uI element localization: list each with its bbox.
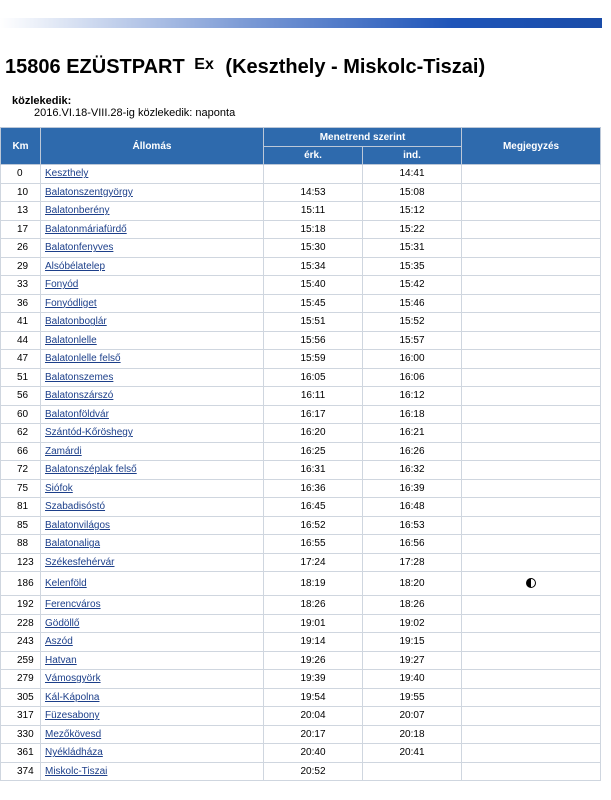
station-cell — [41, 202, 264, 221]
arrival-cell: 18:26 — [264, 596, 363, 615]
station-cell — [41, 614, 264, 633]
station-link[interactable]: Aszód — [45, 636, 73, 648]
remarks-cell — [462, 257, 601, 276]
station-link[interactable]: Balatonboglár — [45, 316, 107, 328]
km-cell: 192 — [1, 596, 41, 615]
train-number: 15806 — [5, 56, 61, 78]
station-cell — [41, 516, 264, 535]
km-cell: 44 — [1, 331, 41, 350]
km-cell: 29 — [1, 257, 41, 276]
km-cell: 13 — [1, 202, 41, 221]
table-row — [1, 762, 601, 781]
table-row — [1, 165, 601, 184]
station-cell — [41, 294, 264, 313]
departure-cell: 20:18 — [363, 725, 462, 744]
arrival-cell: 19:54 — [264, 688, 363, 707]
timetable — [0, 127, 601, 781]
remarks-cell — [462, 479, 601, 498]
station-link[interactable]: Füzesabony — [45, 710, 100, 722]
km-cell: 123 — [1, 553, 41, 572]
half-filled-circle-icon — [526, 578, 536, 588]
departure-cell: 18:26 — [363, 596, 462, 615]
arrival-cell: 16:31 — [264, 461, 363, 480]
station-cell — [41, 220, 264, 239]
remarks-cell — [462, 313, 601, 332]
departure-cell: 16:53 — [363, 516, 462, 535]
station-cell — [41, 670, 264, 689]
station-link[interactable]: Balatonberény — [45, 205, 110, 217]
remarks-cell — [462, 572, 601, 596]
departure-cell: 16:39 — [363, 479, 462, 498]
km-cell: 85 — [1, 516, 41, 535]
remarks-cell — [462, 707, 601, 726]
station-link[interactable]: Hatvan — [45, 654, 77, 666]
column-header-arrival: érk. — [264, 147, 363, 165]
departure-cell: 19:27 — [363, 651, 462, 670]
km-cell: 317 — [1, 707, 41, 726]
km-cell: 62 — [1, 424, 41, 443]
station-link[interactable]: Gödöllő — [45, 617, 80, 629]
remarks-cell — [462, 762, 601, 781]
station-cell — [41, 744, 264, 763]
table-row — [1, 257, 601, 276]
station-cell — [41, 688, 264, 707]
arrival-cell: 15:34 — [264, 257, 363, 276]
station-link[interactable]: Miskolc-Tiszai — [45, 765, 108, 777]
column-header-station: Állomás — [41, 128, 264, 165]
station-cell — [41, 479, 264, 498]
station-cell — [41, 762, 264, 781]
remarks-cell — [462, 596, 601, 615]
station-link[interactable]: Fonyód — [45, 279, 79, 291]
arrival-cell: 15:18 — [264, 220, 363, 239]
remarks-cell — [462, 516, 601, 535]
table-row — [1, 331, 601, 350]
arrival-cell: 16:52 — [264, 516, 363, 535]
table-row — [1, 633, 601, 652]
km-cell: 60 — [1, 405, 41, 424]
table-row — [1, 387, 601, 406]
station-link[interactable]: Balatonvilágos — [45, 519, 111, 531]
station-link[interactable]: Szántód-Kőröshegy — [45, 427, 133, 439]
departure-cell: 16:12 — [363, 387, 462, 406]
column-header-km: Km — [1, 128, 41, 165]
departure-cell: 16:00 — [363, 350, 462, 369]
arrival-cell: 20:40 — [264, 744, 363, 763]
departure-cell: 15:12 — [363, 202, 462, 221]
km-cell: 305 — [1, 688, 41, 707]
arrival-cell: 15:59 — [264, 350, 363, 369]
table-row — [1, 461, 601, 480]
remarks-cell — [462, 614, 601, 633]
departure-cell: 16:18 — [363, 405, 462, 424]
arrival-cell: 19:01 — [264, 614, 363, 633]
station-link[interactable]: Székesfehérvár — [45, 556, 115, 568]
remarks-cell — [462, 725, 601, 744]
station-link[interactable]: Balatonszemes — [45, 371, 114, 383]
departure-cell: 19:40 — [363, 670, 462, 689]
arrival-cell: 15:51 — [264, 313, 363, 332]
table-row — [1, 405, 601, 424]
km-cell: 228 — [1, 614, 41, 633]
station-cell — [41, 276, 264, 295]
km-cell: 259 — [1, 651, 41, 670]
remarks-cell — [462, 183, 601, 202]
station-cell — [41, 442, 264, 461]
arrival-cell: 15:40 — [264, 276, 363, 295]
station-cell — [41, 405, 264, 424]
remarks-cell — [462, 387, 601, 406]
table-row — [1, 535, 601, 554]
remarks-cell — [462, 553, 601, 572]
table-row — [1, 368, 601, 387]
station-cell — [41, 387, 264, 406]
table-row — [1, 670, 601, 689]
remarks-cell — [462, 744, 601, 763]
departure-cell: 16:48 — [363, 498, 462, 517]
station-cell — [41, 239, 264, 258]
timetable-body — [1, 165, 601, 781]
remarks-cell — [462, 239, 601, 258]
table-row — [1, 479, 601, 498]
remarks-cell — [462, 165, 601, 184]
operation-value: 2016.VI.18-VIII.28-ig közlekedik: naponta — [34, 107, 236, 119]
train-category: Ex — [194, 56, 214, 73]
train-name: EZÜSTPART — [66, 56, 185, 78]
km-cell: 374 — [1, 762, 41, 781]
arrival-cell: 16:20 — [264, 424, 363, 443]
column-header-timetable: Menetrend szerint — [264, 128, 462, 147]
km-cell: 81 — [1, 498, 41, 517]
km-cell: 0 — [1, 165, 41, 184]
remarks-cell — [462, 331, 601, 350]
km-cell: 17 — [1, 220, 41, 239]
page-title — [5, 56, 485, 79]
arrival-cell: 20:17 — [264, 725, 363, 744]
table-row — [1, 688, 601, 707]
km-cell: 330 — [1, 725, 41, 744]
arrival-cell: 16:05 — [264, 368, 363, 387]
table-row — [1, 707, 601, 726]
arrival-cell: 15:11 — [264, 202, 363, 221]
table-row — [1, 276, 601, 295]
column-header-departure: ind. — [363, 147, 462, 165]
departure-cell: 16:26 — [363, 442, 462, 461]
arrival-cell: 16:25 — [264, 442, 363, 461]
table-row — [1, 294, 601, 313]
station-link[interactable]: Balatonmáriafürdő — [45, 223, 127, 235]
remarks-cell — [462, 498, 601, 517]
station-cell — [41, 424, 264, 443]
departure-cell — [363, 762, 462, 781]
departure-cell: 15:31 — [363, 239, 462, 258]
km-cell: 72 — [1, 461, 41, 480]
table-row — [1, 220, 601, 239]
departure-cell: 15:35 — [363, 257, 462, 276]
station-link[interactable]: Keszthely — [45, 168, 89, 180]
departure-cell: 15:42 — [363, 276, 462, 295]
station-cell — [41, 572, 264, 596]
station-link[interactable]: Balatonszárszó — [45, 390, 114, 402]
departure-cell: 16:32 — [363, 461, 462, 480]
station-link[interactable]: Balatonlelle — [45, 334, 97, 346]
station-cell — [41, 651, 264, 670]
station-link[interactable]: Alsóbélatelep — [45, 260, 106, 272]
station-link[interactable]: Ferencváros — [45, 599, 101, 611]
table-row — [1, 313, 601, 332]
remarks-cell — [462, 368, 601, 387]
arrival-cell: 18:19 — [264, 572, 363, 596]
table-row — [1, 183, 601, 202]
km-cell: 56 — [1, 387, 41, 406]
station-cell — [41, 257, 264, 276]
top-gradient-bar — [0, 18, 602, 28]
departure-cell: 15:52 — [363, 313, 462, 332]
departure-cell: 18:20 — [363, 572, 462, 596]
table-row — [1, 498, 601, 517]
table-row — [1, 744, 601, 763]
departure-cell: 16:06 — [363, 368, 462, 387]
km-cell: 88 — [1, 535, 41, 554]
station-link[interactable]: Szabadisóstó — [45, 501, 106, 513]
table-row — [1, 572, 601, 596]
station-cell — [41, 331, 264, 350]
remarks-cell — [462, 405, 601, 424]
station-link[interactable]: Zamárdi — [45, 445, 82, 457]
remarks-cell — [462, 442, 601, 461]
arrival-cell: 19:14 — [264, 633, 363, 652]
arrival-cell: 19:26 — [264, 651, 363, 670]
station-cell — [41, 553, 264, 572]
km-cell: 279 — [1, 670, 41, 689]
remarks-cell — [462, 535, 601, 554]
station-cell — [41, 368, 264, 387]
departure-cell: 15:22 — [363, 220, 462, 239]
km-cell: 361 — [1, 744, 41, 763]
km-cell: 47 — [1, 350, 41, 369]
station-link[interactable]: Fonyódliget — [45, 297, 97, 309]
arrival-cell: 14:53 — [264, 183, 363, 202]
arrival-cell: 16:45 — [264, 498, 363, 517]
km-cell: 26 — [1, 239, 41, 258]
arrival-cell: 15:45 — [264, 294, 363, 313]
station-link[interactable]: Balatonlelle felső — [45, 353, 121, 365]
arrival-cell: 17:24 — [264, 553, 363, 572]
km-cell: 10 — [1, 183, 41, 202]
departure-cell: 19:15 — [363, 633, 462, 652]
departure-cell: 15:46 — [363, 294, 462, 313]
station-cell — [41, 498, 264, 517]
station-link[interactable]: Siófok — [45, 482, 73, 494]
departure-cell: 20:41 — [363, 744, 462, 763]
arrival-cell: 16:17 — [264, 405, 363, 424]
station-link[interactable]: Balatonfenyves — [45, 242, 114, 254]
station-cell — [41, 535, 264, 554]
departure-cell: 17:28 — [363, 553, 462, 572]
station-link[interactable]: Nyékládháza — [45, 747, 103, 759]
station-cell — [41, 183, 264, 202]
arrival-cell: 16:55 — [264, 535, 363, 554]
table-row — [1, 596, 601, 615]
train-route: (Keszthely - Miskolc-Tiszai) — [225, 56, 486, 78]
remarks-cell — [462, 276, 601, 295]
km-cell: 41 — [1, 313, 41, 332]
table-row — [1, 442, 601, 461]
table-row — [1, 725, 601, 744]
arrival-cell: 15:30 — [264, 239, 363, 258]
station-link[interactable]: Balatonaliga — [45, 538, 101, 550]
table-row — [1, 614, 601, 633]
table-row — [1, 516, 601, 535]
remarks-cell — [462, 688, 601, 707]
remarks-cell — [462, 294, 601, 313]
station-cell — [41, 461, 264, 480]
km-cell: 36 — [1, 294, 41, 313]
station-cell — [41, 725, 264, 744]
station-link[interactable]: Kál-Kápolna — [45, 691, 100, 703]
departure-cell: 16:21 — [363, 424, 462, 443]
station-cell — [41, 313, 264, 332]
remarks-cell — [462, 424, 601, 443]
km-cell: 186 — [1, 572, 41, 596]
km-cell: 33 — [1, 276, 41, 295]
station-link[interactable]: Balatonföldvár — [45, 408, 109, 420]
station-cell — [41, 633, 264, 652]
station-link[interactable]: Balatonszentgyörgy — [45, 186, 133, 198]
arrival-cell — [264, 165, 363, 184]
remarks-cell — [462, 350, 601, 369]
departure-cell: 20:07 — [363, 707, 462, 726]
remarks-cell — [462, 633, 601, 652]
station-cell — [41, 596, 264, 615]
station-link[interactable]: Kelenföld — [45, 578, 87, 589]
table-row — [1, 239, 601, 258]
station-cell — [41, 350, 264, 369]
remarks-cell — [462, 220, 601, 239]
departure-cell: 14:41 — [363, 165, 462, 184]
table-row — [1, 553, 601, 572]
remarks-cell — [462, 670, 601, 689]
table-row — [1, 651, 601, 670]
arrival-cell: 16:11 — [264, 387, 363, 406]
station-link[interactable]: Vámosgyörk — [45, 673, 101, 685]
table-row — [1, 350, 601, 369]
km-cell: 75 — [1, 479, 41, 498]
departure-cell: 19:55 — [363, 688, 462, 707]
column-header-remarks: Megjegyzés — [462, 128, 601, 165]
departure-cell: 15:08 — [363, 183, 462, 202]
arrival-cell: 20:04 — [264, 707, 363, 726]
station-cell — [41, 165, 264, 184]
remarks-cell — [462, 202, 601, 221]
km-cell: 51 — [1, 368, 41, 387]
arrival-cell: 15:56 — [264, 331, 363, 350]
arrival-cell: 16:36 — [264, 479, 363, 498]
km-cell: 66 — [1, 442, 41, 461]
operation-label: közlekedik: — [12, 95, 72, 107]
arrival-cell: 19:39 — [264, 670, 363, 689]
station-link[interactable]: Balatonszéplak felső — [45, 464, 137, 476]
station-cell — [41, 707, 264, 726]
departure-cell: 16:56 — [363, 535, 462, 554]
departure-cell: 15:57 — [363, 331, 462, 350]
table-row — [1, 202, 601, 221]
remarks-cell — [462, 461, 601, 480]
departure-cell: 19:02 — [363, 614, 462, 633]
km-cell: 243 — [1, 633, 41, 652]
station-link[interactable]: Mezőkövesd — [45, 728, 102, 740]
arrival-cell: 20:52 — [264, 762, 363, 781]
remarks-cell — [462, 651, 601, 670]
table-row — [1, 424, 601, 443]
